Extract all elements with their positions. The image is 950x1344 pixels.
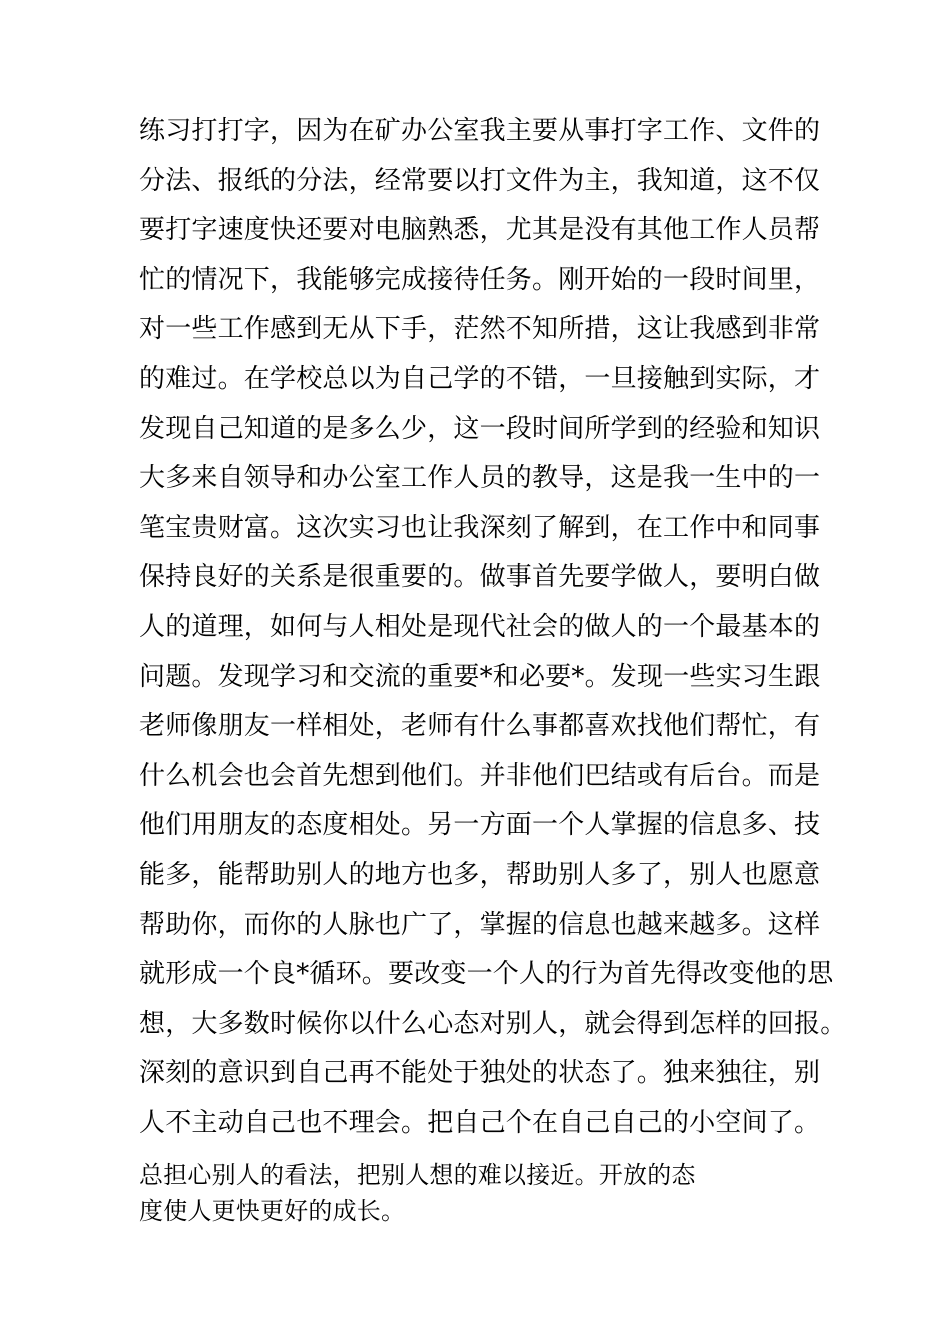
text-line: 能多，能帮助别人的地方也多，帮助别人多了，别人也愿意	[139, 859, 821, 890]
text-line: 问题。发现学习和交流的重要*和必要*。发现一些实习生跟	[139, 661, 821, 692]
text-line: 的难过。在学校总以为自己学的不错，一旦接触到实际，才	[139, 363, 821, 394]
text-line: 分法、报纸的分法，经常要以打文件为主，我知道，这不仅	[139, 165, 821, 196]
text-line: 就形成一个良*循环。要改变一个人的行为首先得改变他的思	[139, 959, 834, 990]
text-line: 笔宝贵财富。这次实习也让我深刻了解到，在工作中和同事	[139, 512, 821, 543]
text-line: 人的道理，如何与人相处是现代社会的做人的一个最基本的	[139, 611, 821, 642]
text-line: 练习打打字，因为在矿办公室我主要从事打字工作、文件的	[139, 116, 821, 146]
text-line: 深刻的意识到自己再不能处于独处的状态了。独来独往，别	[139, 1058, 821, 1089]
text-line: 总担心别人的看法，把别人想的难以接近。开放的态	[139, 1161, 696, 1190]
text-line: 度使人更快更好的成长。	[139, 1197, 406, 1226]
text-line: 对一些工作感到无从下手，茫然不知所措，这让我感到非常	[139, 314, 821, 345]
text-line: 要打字速度快还要对电脑熟悉，尤其是没有其他工作人员帮	[139, 215, 821, 246]
text-line: 发现自己知道的是多么少，这一段时间所学到的经验和知识	[139, 413, 821, 444]
text-line: 什么机会也会首先想到他们。并非他们巴结或有后台。而是	[139, 760, 821, 791]
text-line: 人不主动自己也不理会。把自己个在自己自己的小空间了。	[139, 1107, 821, 1138]
text-line: 大多来自领导和办公室工作人员的教导，这是我一生中的一	[139, 463, 821, 494]
text-line: 想，大多数时候你以什么心态对别人，就会得到怎样的回报。	[139, 1008, 847, 1039]
text-line: 忙的情况下，我能够完成接待任务。刚开始的一段时间里，	[139, 264, 821, 295]
text-line: 老师像朋友一样相处，老师有什么事都喜欢找他们帮忙，有	[139, 711, 821, 742]
text-line: 保持良好的关系是很重要的。做事首先要学做人，要明白做	[139, 562, 821, 593]
text-line: 帮助你，而你的人脉也广了，掌握的信息也越来越多。这样	[139, 909, 821, 940]
body-text	[139, 113, 847, 1228]
text-line: 他们用朋友的态度相处。另一方面一个人掌握的信息多、技	[139, 810, 821, 841]
